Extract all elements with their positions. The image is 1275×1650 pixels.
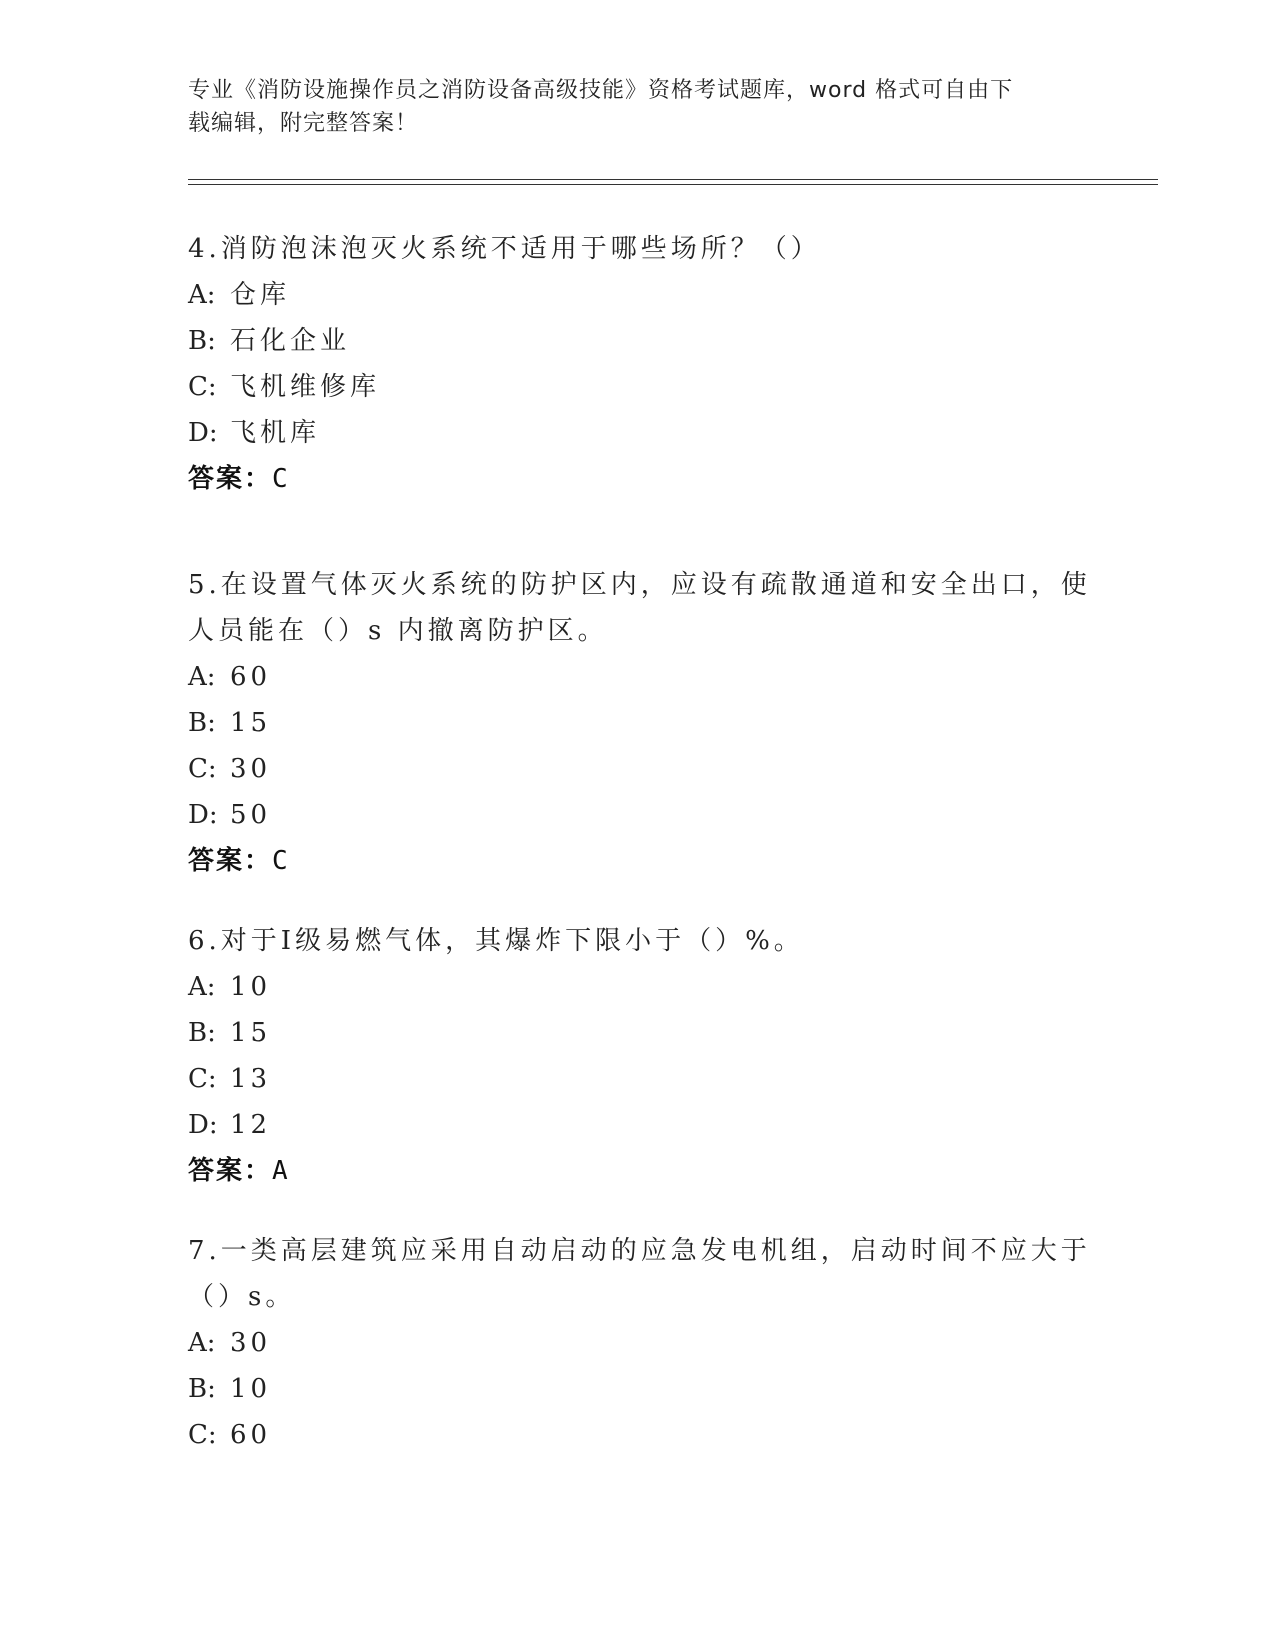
option-d bbox=[188, 410, 1068, 456]
answer-line bbox=[188, 456, 1068, 502]
option-b bbox=[188, 1010, 1068, 1056]
option-text: 10 bbox=[230, 972, 272, 1002]
document-header bbox=[188, 74, 1068, 140]
answer-value: C bbox=[272, 846, 290, 876]
option-text: 15 bbox=[230, 1018, 272, 1048]
option-text: 13 bbox=[230, 1064, 272, 1094]
question-4 bbox=[188, 226, 1068, 502]
question-stem-line-1: 7.一类高层建筑应采用自动启动的应急发电机组，启动时间不应大于 bbox=[188, 1236, 1091, 1266]
option-text: 30 bbox=[230, 1328, 272, 1358]
option-text: 30 bbox=[230, 754, 272, 784]
header-divider-top bbox=[188, 179, 1158, 180]
option-label: A: bbox=[188, 280, 216, 310]
option-a bbox=[188, 1320, 1068, 1366]
option-label: B: bbox=[188, 708, 216, 738]
option-label: B: bbox=[188, 1374, 216, 1404]
question-6 bbox=[188, 918, 1068, 1194]
option-c bbox=[188, 1412, 1068, 1458]
option-a bbox=[188, 654, 1068, 700]
option-text: 60 bbox=[230, 662, 272, 692]
option-label: C: bbox=[188, 372, 217, 402]
option-text: 10 bbox=[230, 1374, 272, 1404]
option-a bbox=[188, 964, 1068, 1010]
question-7 bbox=[188, 1228, 1091, 1458]
answer-value: A bbox=[272, 1156, 290, 1186]
question-stem: 6.对于Ⅰ级易燃气体，其爆炸下限小于（）%。 bbox=[188, 926, 804, 956]
option-text: 15 bbox=[230, 708, 272, 738]
option-label: B: bbox=[188, 1018, 216, 1048]
option-d bbox=[188, 1102, 1068, 1148]
option-b bbox=[188, 700, 1068, 746]
option-text: 石化企业 bbox=[230, 326, 351, 356]
option-c bbox=[188, 1056, 1068, 1102]
option-text: 飞机库 bbox=[230, 418, 321, 448]
question-stem: 4.消防泡沫泡灭火系统不适用于哪些场所？（） bbox=[188, 234, 821, 264]
option-label: D: bbox=[188, 1110, 218, 1140]
header-line-1: 专业《消防设施操作员之消防设备高级技能》资格考试题库，word 格式可自由下 bbox=[188, 78, 1014, 103]
question-5 bbox=[188, 562, 1091, 884]
option-c bbox=[188, 746, 1068, 792]
option-label: A: bbox=[188, 1328, 216, 1358]
question-stem-line-2: （）s。 bbox=[188, 1282, 296, 1312]
question-stem-line-1: 5.在设置气体灭火系统的防护区内，应设有疏散通道和安全出口，使 bbox=[188, 570, 1091, 600]
option-label: C: bbox=[188, 754, 217, 784]
option-c bbox=[188, 364, 1068, 410]
question-stem-line-2: 人员能在（）s 内撤离防护区。 bbox=[188, 616, 608, 646]
option-text: 60 bbox=[230, 1420, 272, 1450]
answer-value: C bbox=[272, 464, 290, 494]
option-label: D: bbox=[188, 418, 218, 448]
option-text: 仓库 bbox=[230, 280, 291, 310]
header-line-2: 载编辑，附完整答案！ bbox=[188, 111, 419, 136]
answer-label: 答案： bbox=[188, 846, 273, 876]
option-label: B: bbox=[188, 326, 216, 356]
option-label: C: bbox=[188, 1420, 217, 1450]
header-divider-bottom bbox=[188, 184, 1158, 185]
option-b bbox=[188, 1366, 1068, 1412]
option-text: 50 bbox=[230, 800, 272, 830]
answer-label: 答案： bbox=[188, 1156, 273, 1186]
option-a bbox=[188, 272, 1068, 318]
option-label: A: bbox=[188, 662, 216, 692]
option-label: A: bbox=[188, 972, 216, 1002]
option-label: C: bbox=[188, 1064, 217, 1094]
answer-line bbox=[188, 838, 1068, 884]
option-d bbox=[188, 792, 1068, 838]
option-b bbox=[188, 318, 1068, 364]
option-label: D: bbox=[188, 800, 218, 830]
answer-line bbox=[188, 1148, 1068, 1194]
option-text: 12 bbox=[230, 1110, 272, 1140]
option-text: 飞机维修库 bbox=[230, 372, 381, 402]
answer-label: 答案： bbox=[188, 464, 273, 494]
